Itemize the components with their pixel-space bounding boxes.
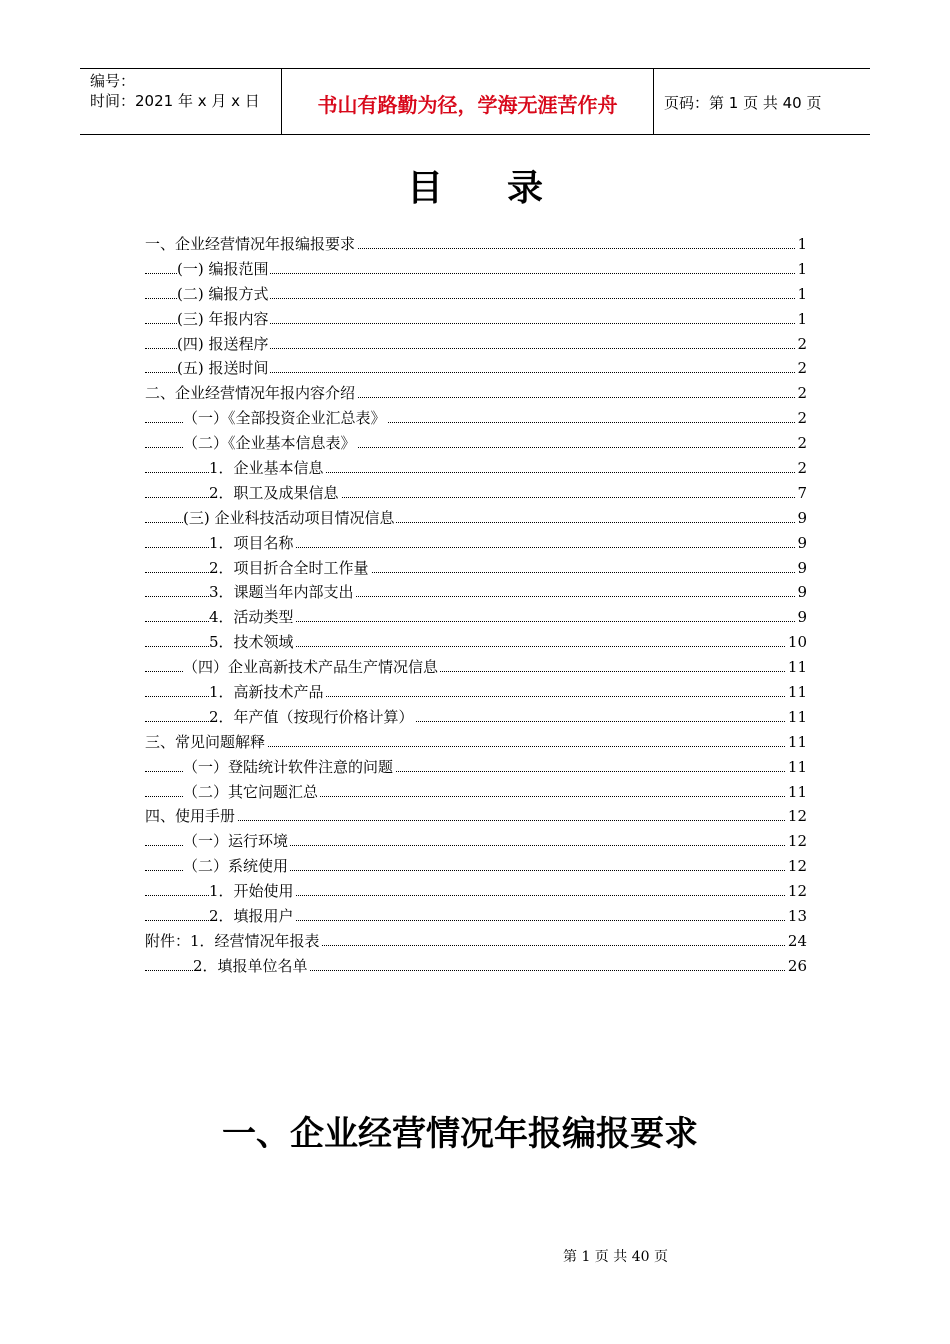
- toc-entry-text: 4．活动类型: [209, 608, 294, 627]
- section-heading: 一、企业经营情况年报编报要求: [222, 1114, 698, 1154]
- toc-entry-page: 2: [795, 456, 807, 481]
- toc-entry-page: 1: [795, 257, 807, 282]
- toc-entry[interactable]: [145, 929, 807, 954]
- toc-entry-page: 2: [795, 431, 807, 456]
- toc-entry[interactable]: [145, 655, 807, 680]
- toc-entry[interactable]: [145, 580, 807, 605]
- toc-entry-text: （一）运行环境: [183, 832, 289, 851]
- toc-entry-page: 10: [786, 630, 807, 655]
- toc-entry[interactable]: [145, 755, 807, 780]
- toc-entry-page: 12: [786, 879, 807, 904]
- toc-entry[interactable]: [145, 630, 807, 655]
- toc-entry-text: (四) 报送程序: [177, 334, 269, 353]
- toc-entry-page: 11: [786, 780, 807, 805]
- toc-entry-page: 13: [786, 904, 807, 929]
- toc-entry-page: 2: [795, 381, 807, 406]
- toc-entry-text: 5．技术领域: [209, 633, 294, 652]
- toc-entry-text: 二、企业经营情况年报内容介绍: [145, 384, 356, 403]
- toc-entry-page: 1: [795, 232, 807, 257]
- toc-entry[interactable]: [145, 257, 807, 282]
- toc-entry[interactable]: [145, 531, 807, 556]
- toc-entry-page: 9: [795, 506, 807, 531]
- page-footer: 第 1 页 共 40 页: [563, 1249, 668, 1265]
- toc-entry-page: 9: [795, 531, 807, 556]
- toc-entry-page: 2: [795, 356, 807, 381]
- toc-entry-text: (三) 企业科技活动项目情况信息: [183, 508, 395, 527]
- toc-entry-page: 1: [795, 282, 807, 307]
- toc-entry[interactable]: [145, 705, 807, 730]
- toc-entry[interactable]: [145, 829, 807, 854]
- toc-entry-page: 2: [795, 406, 807, 431]
- toc-entry[interactable]: [145, 282, 807, 307]
- toc-entry-text: (二) 编报方式: [177, 284, 269, 303]
- toc-entry-page: 11: [786, 655, 807, 680]
- toc-entry-page: 11: [786, 755, 807, 780]
- toc-entry-text: 1．高新技术产品: [209, 683, 324, 702]
- toc-entry-text: 3．课题当年内部支出: [209, 583, 354, 602]
- toc-entry-text: (一) 编报范围: [177, 259, 269, 278]
- toc-entry-page: 12: [786, 854, 807, 879]
- toc-entry-text: 2．年产值（按现行价格计算）: [209, 707, 414, 726]
- toc-entry-text: (三) 年报内容: [177, 309, 269, 328]
- toc-entry-text: （四）企业高新技术产品生产情况信息: [183, 658, 439, 677]
- toc-entry[interactable]: [145, 780, 807, 805]
- toc-entry-page: 7: [795, 481, 807, 506]
- toc-entry-page: 11: [786, 680, 807, 705]
- toc-entry-page: 11: [786, 705, 807, 730]
- toc-entry[interactable]: [145, 605, 807, 630]
- header-meta: [80, 69, 282, 134]
- toc-entry[interactable]: [145, 481, 807, 506]
- toc-entry-text: 三、常见问题解释: [145, 732, 266, 751]
- toc-entry-text: 一、企业经营情况年报编报要求: [145, 235, 356, 253]
- toc-leader-dots: [145, 820, 807, 821]
- header-motto: 书山有路勤为径，学海无涯苦作舟: [282, 69, 654, 134]
- toc-entry[interactable]: [145, 456, 807, 481]
- header-page-info: 页码：第 1 页 共 40 页: [664, 94, 822, 112]
- toc-entry[interactable]: [145, 307, 807, 332]
- toc-entry-text: 2．项目折合全时工作量: [209, 558, 369, 577]
- toc-entry-page: 2: [795, 332, 807, 357]
- toc-entry-page: 24: [786, 929, 807, 954]
- toc-entry-text: 2．填报单位名单: [193, 956, 308, 975]
- toc-entry[interactable]: [145, 954, 807, 979]
- toc-entry-text: （二）系统使用: [183, 857, 289, 876]
- toc-entry-text: 1．项目名称: [209, 533, 294, 552]
- toc-entry-text: 1．开始使用: [209, 882, 294, 901]
- toc-entry-text: （一）《全部投资企业汇总表》: [183, 409, 386, 428]
- toc-entry-text: （一）登陆统计软件注意的问题: [183, 757, 394, 776]
- toc-entry-text: 2．职工及成果信息: [209, 483, 339, 502]
- toc-entry[interactable]: [145, 904, 807, 929]
- header-number-label: 编号：: [90, 72, 136, 90]
- toc-entry[interactable]: [145, 506, 807, 531]
- toc-entry[interactable]: [145, 332, 807, 357]
- toc-entry-text: 四、使用手册: [145, 807, 236, 826]
- toc-entry-page: 11: [786, 730, 807, 755]
- toc-entry-page: 12: [786, 829, 807, 854]
- toc-entry[interactable]: [145, 232, 807, 257]
- toc-entry-text: 2．填报用户: [209, 907, 294, 926]
- toc-entry-page: 1: [795, 307, 807, 332]
- toc-entry[interactable]: [145, 680, 807, 705]
- table-of-contents: [145, 232, 807, 979]
- toc-entry[interactable]: [145, 431, 807, 456]
- toc-entry-text: （二）《企业基本信息表》: [183, 434, 356, 453]
- toc-entry-text: 1．企业基本信息: [209, 459, 324, 478]
- toc-entry[interactable]: [145, 556, 807, 581]
- toc-entry-page: 9: [795, 605, 807, 630]
- toc-entry-text: （二）其它问题汇总: [183, 782, 319, 801]
- toc-title: 目录: [406, 168, 607, 209]
- toc-entry[interactable]: [145, 406, 807, 431]
- page-header: [80, 68, 870, 135]
- toc-entry-page: 9: [795, 556, 807, 581]
- toc-entry[interactable]: [145, 804, 807, 829]
- toc-entry[interactable]: [145, 730, 807, 755]
- toc-entry[interactable]: [145, 356, 807, 381]
- toc-entry-page: 26: [786, 954, 807, 979]
- header-date: 时间：2021 年 x 月 x 日: [90, 92, 260, 110]
- toc-entry[interactable]: [145, 854, 807, 879]
- toc-entry-page: 9: [795, 580, 807, 605]
- toc-entry-page: 12: [786, 804, 807, 829]
- toc-entry-text: 附件：1．经营情况年报表: [145, 931, 320, 950]
- toc-entry[interactable]: [145, 879, 807, 904]
- toc-entry-text: (五) 报送时间: [177, 359, 269, 378]
- toc-entry[interactable]: [145, 381, 807, 406]
